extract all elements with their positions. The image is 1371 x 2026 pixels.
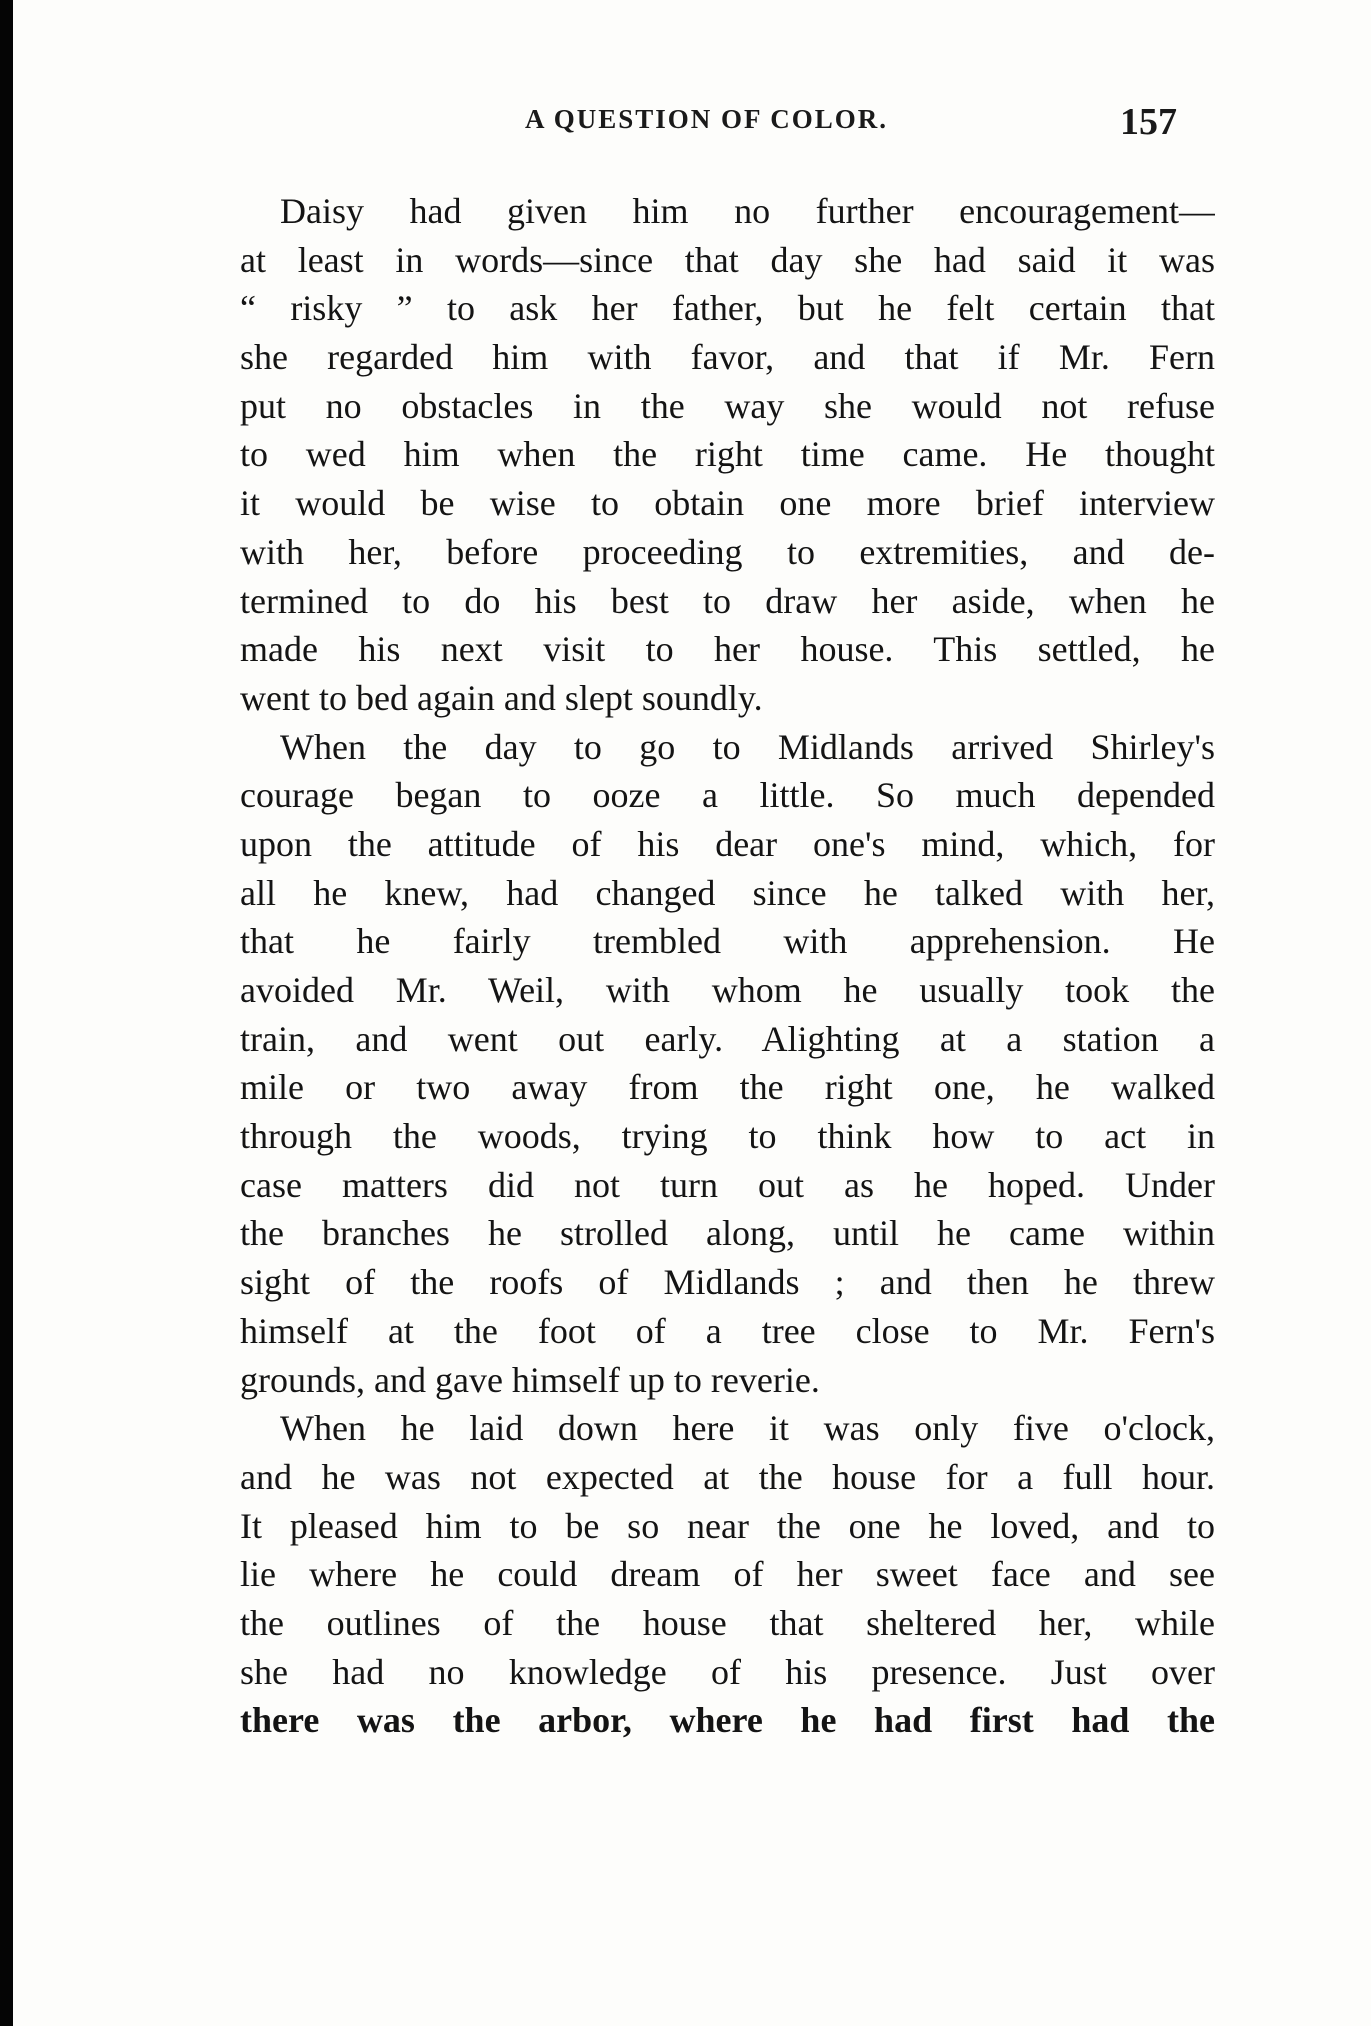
text-line: the branches he strolled along, until he came within [240,1213,1215,1254]
text-line: it would be wise to obtain one more brief interview [240,483,1215,524]
text-line: with her, before proceeding to extremities, and de- [240,531,1215,572]
text-line: she regarded him with favor, and that if Mr. Fern [240,337,1215,378]
paragraph-1 [240,187,1215,723]
text-line: through the woods, trying to think how to act in [240,1116,1215,1157]
text-line: there was the arbor, where he had first had the [240,1700,1215,1741]
text-line: sight of the roofs of Midlands ; and then he threw [240,1262,1215,1303]
text-line: and he was not expected at the house for a full hour. [240,1456,1215,1497]
text-line: put no obstacles in the way she would not refuse [240,385,1215,426]
text-line: grounds, and gave himself up to reverie. [240,1359,820,1400]
paragraph-2 [240,723,1215,1405]
book-spine-edge [0,0,13,2026]
text-line: courage began to ooze a little. So much depended [240,775,1215,816]
text-line: went to bed again and slept soundly. [240,677,763,718]
text-line: she had no knowledge of his presence. Just over [240,1651,1215,1692]
text-line: When he laid down here it was only five o'clock, [280,1408,1215,1449]
text-line: termined to do his best to draw her aside, when he [240,580,1215,621]
text-line: It pleased him to be so near the one he loved, and to [240,1505,1215,1546]
text-line: himself at the foot of a tree close to Mr. Fern's [240,1310,1215,1351]
text-line: made his next visit to her house. This settled, he [240,629,1215,670]
text-line: to wed him when the right time came. He thought [240,434,1215,475]
text-line: mile or two away from the right one, he walked [240,1067,1215,1108]
text-line: Daisy had given him no further encouragement— [280,191,1215,231]
text-line: When the day to go to Midlands arrived Shirley's [280,726,1215,767]
text-line: upon the attitude of his dear one's mind, which, for [240,823,1215,864]
running-head: A QUESTION OF COLOR. [525,104,889,134]
text-line: all he knew, had changed since he talked with her, [240,872,1215,913]
paragraph-3 [240,1404,1215,1745]
text-line: that he fairly trembled with apprehension. He [240,921,1215,962]
page-number: 157 [1120,101,1177,143]
body-text [240,187,1215,1745]
text-line: case matters did not turn out as he hoped. Under [240,1164,1215,1205]
text-line: the outlines of the house that sheltered her, while [240,1602,1215,1643]
text-line: avoided Mr. Weil, with whom he usually took the [240,970,1215,1010]
text-line: lie where he could dream of her sweet face and see [240,1554,1215,1595]
text-line: train, and went out early. Alighting at a station a [240,1018,1215,1059]
text-line: “ risky ” to ask her father, but he felt certain that [240,288,1215,329]
text-line: at least in words—since that day she had said it was [240,239,1215,280]
